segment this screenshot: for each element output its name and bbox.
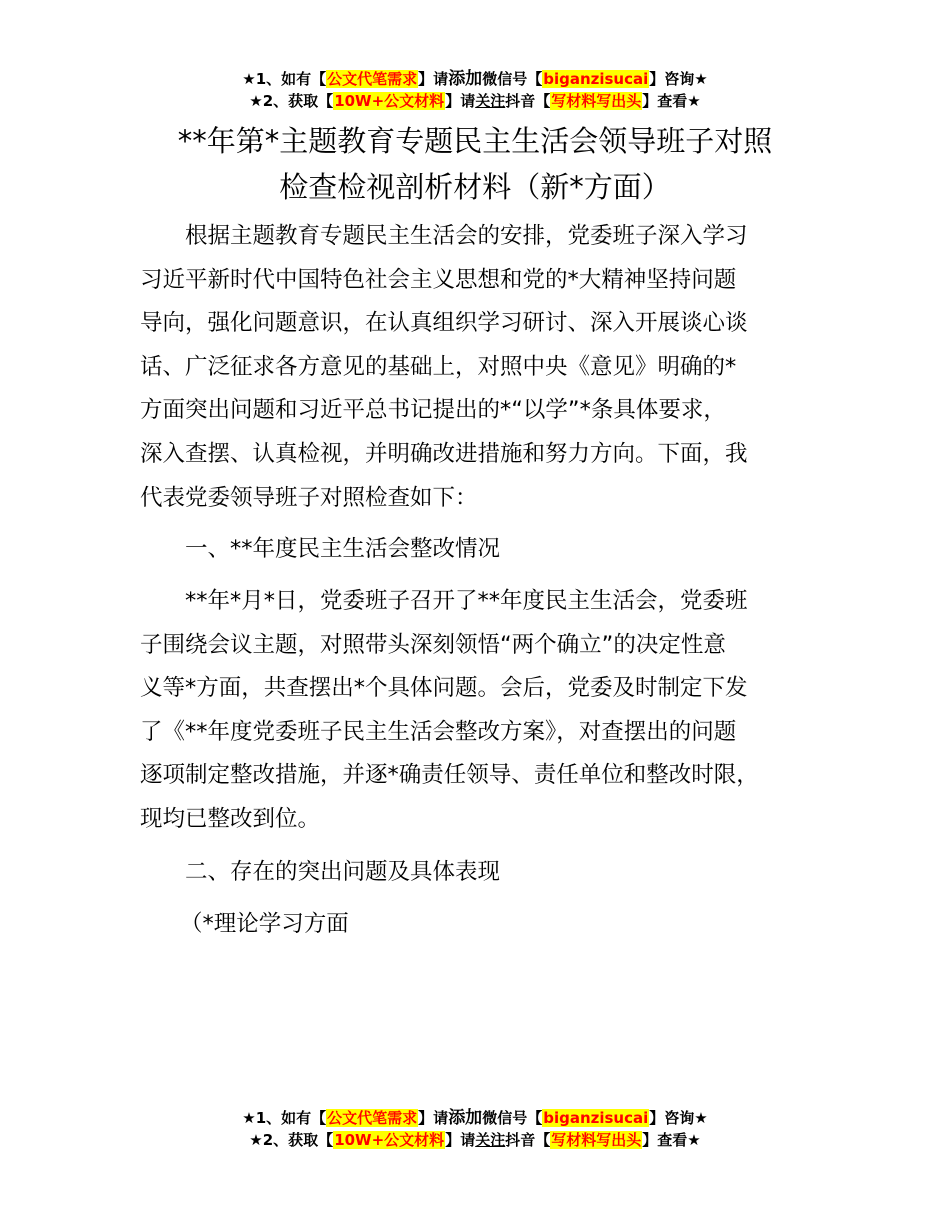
footer-banner [0, 1107, 950, 1151]
paragraph-line: **年*月*日，党委班子召开了**年度民主生活会，党委班 [140, 588, 748, 614]
paragraph-line: 根据主题教育专题民主生活会的安排，党委班子深入学习 [140, 223, 748, 249]
highlight-text: 公文代笔需求 [327, 1109, 418, 1127]
paragraph-line: 子围绕会议主题，对照带头深刻领悟“两个确立”的决定性意 [140, 631, 726, 658]
highlight-text: 公文代笔需求 [327, 70, 418, 88]
banner-text-emphasis: 添加 [448, 1108, 483, 1128]
banner-text: 抖音【 [505, 1131, 551, 1149]
banner-text: 抖音【 [505, 92, 551, 110]
paragraph-line: 代表党委领导班子对照检查如下： [140, 484, 478, 511]
paragraph-line: 导向，强化问题意识，在认真组织学习研讨、深入开展谈心谈 [140, 310, 748, 337]
banner-line-1 [0, 68, 950, 90]
banner-text: 微信号【 [482, 1109, 543, 1127]
banner-text: ★1、如有【 [242, 1109, 327, 1127]
banner-text: 】请 [418, 70, 449, 88]
banner-text: ★2、获取【 [249, 92, 334, 110]
banner-line-2 [0, 1129, 950, 1151]
paragraph-line: 逐项制定整改措施，并逐*确责任领导、责任单位和整改时限， [140, 762, 759, 789]
banner-text-underlined: 关注 [475, 92, 506, 110]
banner-text: ★2、获取【 [249, 1131, 334, 1149]
highlight-text: biganzisucai [543, 1109, 649, 1127]
highlight-text: 10W+公文材料 [334, 1131, 445, 1149]
paragraph-line: 方面突出问题和习近平总书记提出的*“以学”*条具体要求， [140, 397, 726, 424]
banner-text: 】查看★ [642, 92, 701, 110]
header-banner [0, 68, 950, 112]
paragraph-line: 现均已整改到位。 [140, 805, 321, 832]
banner-text: 】咨询★ [649, 1109, 708, 1127]
heading-text: 二、存在的突出问题及具体表现 [140, 859, 501, 885]
document-title [0, 118, 950, 210]
paragraph-line: 话、广泛征求各方意见的基础上，对照中央《意见》明确的* [140, 353, 737, 380]
paragraph-line: 义等*方面，共查摆出*个具体问题。会后，党委及时制定下发 [140, 675, 748, 702]
banner-text: 】咨询★ [649, 70, 708, 88]
banner-text: 】请 [445, 1131, 476, 1149]
section-heading-1 [140, 528, 832, 572]
intro-paragraph [140, 215, 832, 520]
banner-line-2 [0, 90, 950, 112]
paragraph-line: 了《**年度党委班子民主生活会整改方案》，对查摆出的问题 [140, 718, 737, 745]
banner-text-emphasis: 添加 [448, 69, 483, 89]
highlight-text: 写材料写出头 [551, 92, 642, 110]
banner-text: 微信号【 [482, 70, 543, 88]
banner-text: 】请 [418, 1109, 449, 1127]
banner-text: 】查看★ [642, 1131, 701, 1149]
title-line-1: **年第*主题教育专题民主生活会领导班子对照 [177, 124, 773, 158]
paragraph-line: 习近平新时代中国特色社会主义思想和党的*大精神坚持问题 [140, 266, 737, 293]
banner-text: ★1、如有【 [242, 70, 327, 88]
highlight-text: biganzisucai [543, 70, 649, 88]
banner-line-1 [0, 1107, 950, 1129]
heading-text: 一、**年度民主生活会整改情况 [140, 536, 501, 562]
highlight-text: 写材料写出头 [551, 1131, 642, 1149]
banner-text-underlined: 关注 [475, 1131, 506, 1149]
section-heading-2 [140, 851, 832, 895]
title-line-2: 检查检视剖析材料（新*方面） [279, 170, 671, 204]
paragraph-line: 深入查摆、认真检视，并明确改进措施和努力方向。下面，我 [140, 440, 748, 467]
highlight-text: 10W+公文材料 [334, 92, 445, 110]
section1-paragraph [140, 580, 832, 842]
section-subheading [180, 903, 872, 947]
subheading-text: （*理论学习方面 [180, 911, 349, 937]
banner-text: 】请 [445, 92, 476, 110]
